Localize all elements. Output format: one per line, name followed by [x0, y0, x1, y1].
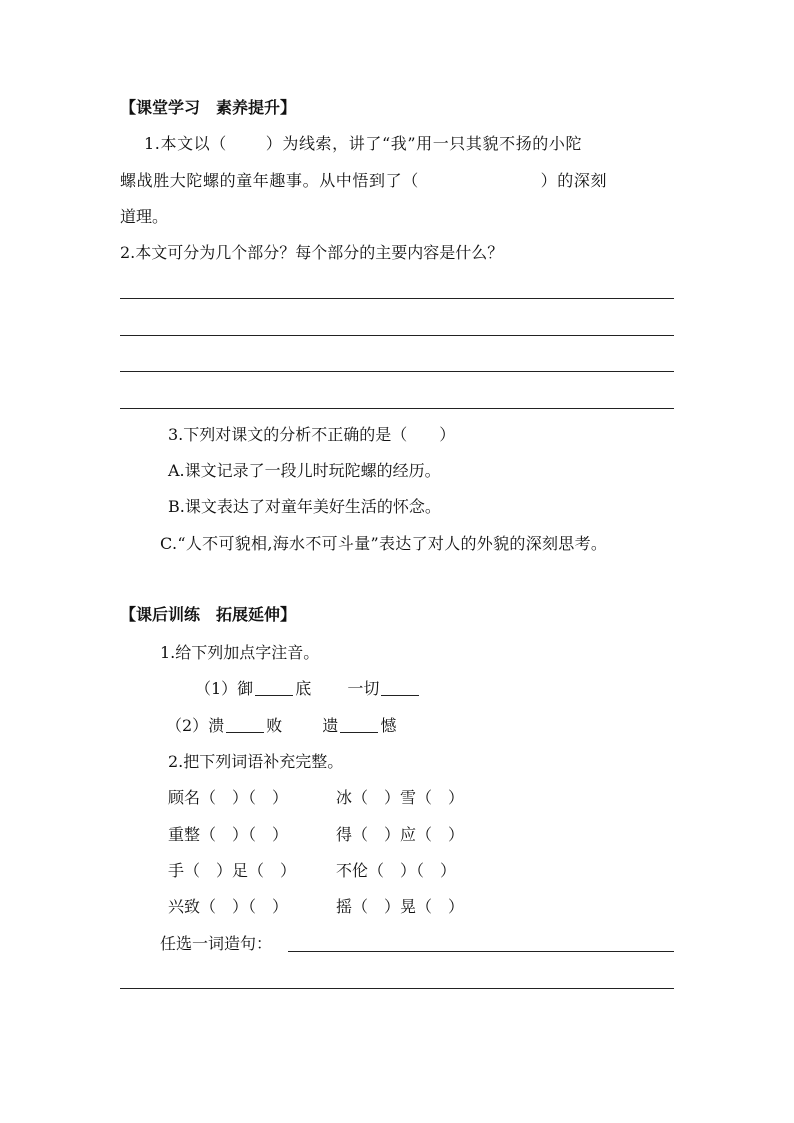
pinyin-blank[interactable]: [255, 695, 293, 696]
word-item: 摇（ ）晃（ ）: [336, 897, 465, 916]
option-c[interactable]: C.“人不可貌相,海水不可斗量”表达了对人的外貌的深刻思考。: [160, 534, 608, 553]
question-1-line-1: 1.本文以（ ）为线索，讲了“我”用一只其貌不扬的小陀: [144, 134, 583, 153]
section-header-after-class: 【课后训练 拓展延伸】: [120, 605, 297, 624]
pinyin-blank[interactable]: [381, 695, 419, 696]
word-item: 兴致（ ）（ ）: [168, 897, 289, 916]
answer-line-4[interactable]: [120, 408, 674, 409]
question-1-line-2: 螺战胜大陀螺的童年趣事。从中悟到了（ ）的深刻: [120, 171, 608, 190]
pinyin-blank[interactable]: [226, 732, 264, 733]
word-item: 不伦（ ）（ ）: [336, 861, 457, 880]
sentence-label: 任选一词造句：: [160, 934, 273, 953]
word-item: 手（ ）足（ ）: [168, 861, 297, 880]
section-header-classroom: 【课堂学习 素养提升】: [120, 98, 297, 117]
word-item: 重整（ ）（ ）: [168, 825, 289, 844]
pinyin-char: 底: [295, 679, 312, 698]
option-a[interactable]: A.课文记录了一段儿时玩陀螺的经历。: [168, 461, 441, 480]
pinyin-item-label: （1）御: [195, 679, 254, 698]
section2-question-2: 2.把下列词语补充完整。: [168, 752, 344, 771]
answer-line-1[interactable]: [120, 298, 674, 299]
word-item: 顾名（ ）（ ）: [168, 788, 289, 807]
question-1-line-3: 道理。: [120, 207, 169, 226]
pinyin-char: 一切: [347, 679, 380, 698]
answer-line-2[interactable]: [120, 335, 674, 336]
answer-line-3[interactable]: [120, 371, 674, 372]
pinyin-blank[interactable]: [340, 732, 378, 733]
section2-question-1: 1.给下列加点字注音。: [160, 643, 320, 662]
pinyin-char: 遗: [322, 716, 339, 735]
pinyin-char: 败: [266, 716, 283, 735]
pinyin-row-1: [195, 679, 421, 699]
word-item: 冰（ ）雪（ ）: [336, 788, 465, 807]
question-2: 2.本文可分为几个部分？每个部分的主要内容是什么？: [120, 243, 504, 262]
word-item: 得（ ）应（ ）: [336, 825, 465, 844]
question-3: 3.下列对课文的分析不正确的是（ ）: [168, 425, 456, 444]
pinyin-char: 憾: [380, 716, 397, 735]
pinyin-row-2: [166, 716, 396, 736]
sentence-answer-line[interactable]: [288, 951, 674, 952]
option-b[interactable]: B.课文表达了对童年美好生活的怀念。: [168, 497, 441, 516]
sentence-answer-line-2[interactable]: [120, 988, 674, 989]
pinyin-item-label: （2）溃: [166, 716, 225, 735]
